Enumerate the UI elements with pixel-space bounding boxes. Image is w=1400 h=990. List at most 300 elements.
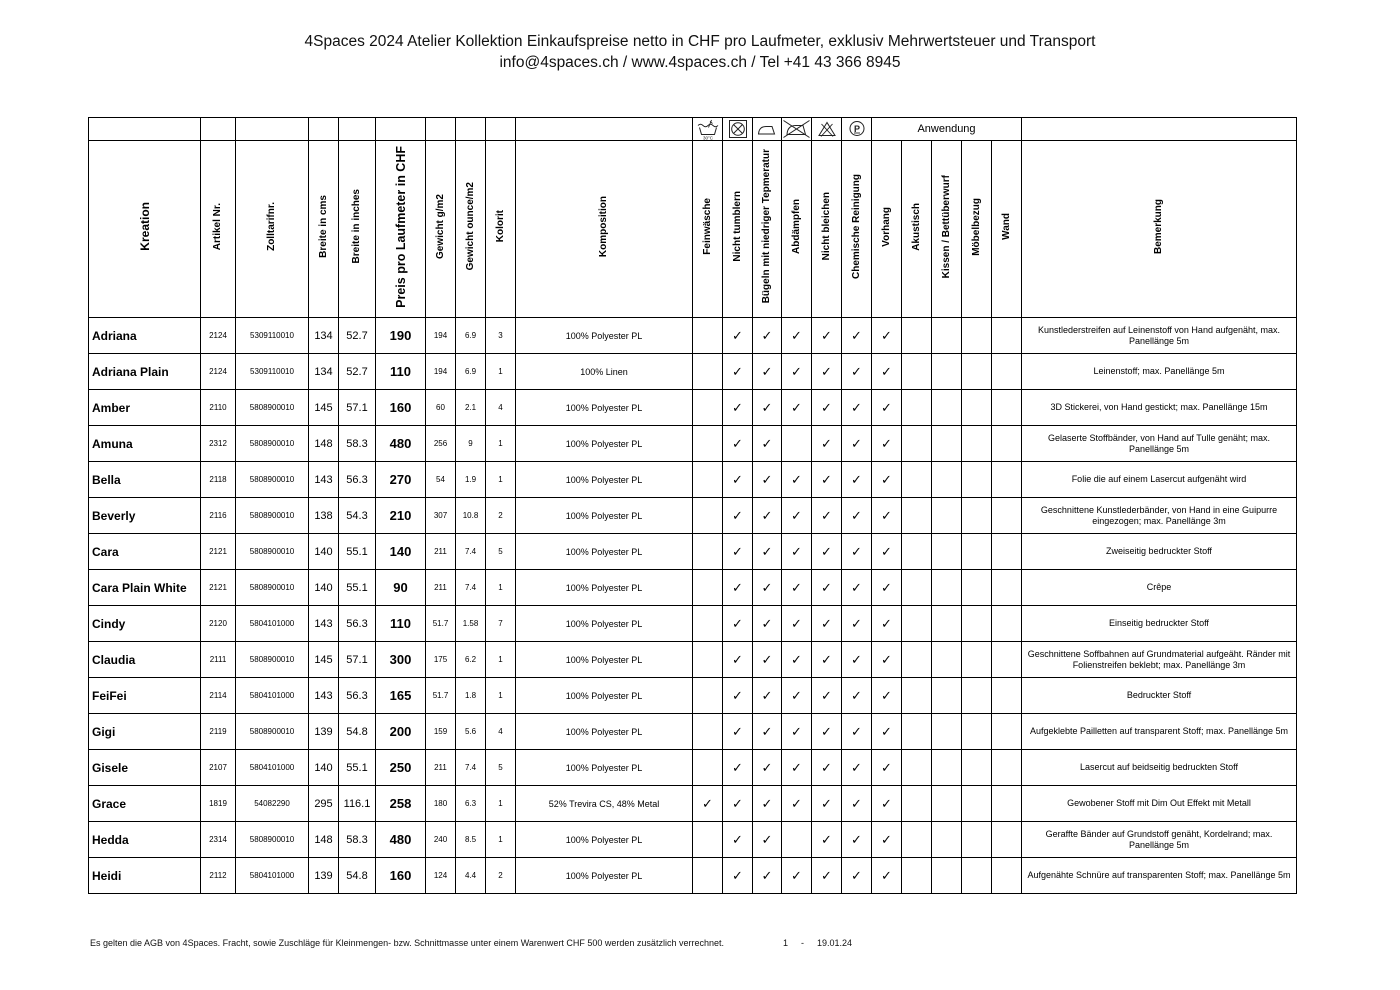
kolorit-cell: 1 xyxy=(486,678,516,714)
gewicht-g-cell: 54 xyxy=(426,462,456,498)
breite-inches-cell: 52.7 xyxy=(339,354,376,390)
kolorit-cell: 1 xyxy=(486,786,516,822)
empty-cell xyxy=(376,118,426,141)
gewicht-g-cell: 211 xyxy=(426,570,456,606)
col-header-bemerkung: Bemerkung xyxy=(1022,141,1297,318)
abdaempfen-check-cell xyxy=(782,822,812,858)
zolltarifnr-cell: 5808900010 xyxy=(236,714,309,750)
artikel-nr-cell: 2312 xyxy=(201,426,236,462)
kolorit-cell: 2 xyxy=(486,498,516,534)
col-header-preis: Preis pro Laufmeter in CHF xyxy=(376,141,426,318)
akustisch-check-cell xyxy=(902,858,932,894)
gewicht-oz-cell: 1.58 xyxy=(456,606,486,642)
feinwaesche-check-cell xyxy=(693,354,723,390)
breite-cms-cell: 134 xyxy=(309,354,339,390)
care-icon-cell xyxy=(782,118,812,141)
kreation-cell: Beverly xyxy=(89,498,201,534)
gewicht-oz-cell: 5.6 xyxy=(456,714,486,750)
gewicht-g-cell: 124 xyxy=(426,858,456,894)
akustisch-check-cell xyxy=(902,570,932,606)
chemische-reinigung-check-cell: ✓ xyxy=(842,714,872,750)
moebelbezug-check-cell xyxy=(962,678,992,714)
abdaempfen-check-cell: ✓ xyxy=(782,354,812,390)
moebelbezug-check-cell xyxy=(962,750,992,786)
feinwaesche-check-cell xyxy=(693,606,723,642)
care-icon-cell xyxy=(693,118,723,141)
kolorit-cell: 2 xyxy=(486,858,516,894)
gewicht-oz-cell: 2.1 xyxy=(456,390,486,426)
preis-cell: 480 xyxy=(376,426,426,462)
feinwaesche-check-cell: ✓ xyxy=(693,786,723,822)
breite-cms-cell: 134 xyxy=(309,318,339,354)
artikel-nr-cell: 2107 xyxy=(201,750,236,786)
table-row xyxy=(89,678,1297,714)
zolltarifnr-cell: 5808900010 xyxy=(236,426,309,462)
gewicht-oz-cell: 7.4 xyxy=(456,750,486,786)
kissen-check-cell xyxy=(932,642,962,678)
care-icon-cell xyxy=(842,118,872,141)
breite-inches-cell: 58.3 xyxy=(339,822,376,858)
nicht-bleichen-check-cell: ✓ xyxy=(812,606,842,642)
gewicht-oz-cell: 4.4 xyxy=(456,858,486,894)
gewicht-oz-cell: 10.8 xyxy=(456,498,486,534)
chemische-reinigung-check-cell: ✓ xyxy=(842,354,872,390)
akustisch-check-cell xyxy=(902,606,932,642)
nicht-tumblern-check-cell: ✓ xyxy=(723,786,753,822)
abdaempfen-check-cell xyxy=(782,426,812,462)
gewicht-g-cell: 211 xyxy=(426,750,456,786)
chemische-reinigung-check-cell: ✓ xyxy=(842,318,872,354)
preis-cell: 160 xyxy=(376,390,426,426)
kreation-cell: Gigi xyxy=(89,714,201,750)
nicht-tumblern-check-cell: ✓ xyxy=(723,642,753,678)
document-title xyxy=(0,31,1400,73)
vorhang-check-cell: ✓ xyxy=(872,858,902,894)
nicht-bleichen-check-cell: ✓ xyxy=(812,570,842,606)
breite-inches-cell: 56.3 xyxy=(339,606,376,642)
chemische-reinigung-check-cell: ✓ xyxy=(842,678,872,714)
feinwaesche-check-cell xyxy=(693,678,723,714)
kissen-check-cell xyxy=(932,786,962,822)
nicht-bleichen-check-cell: ✓ xyxy=(812,462,842,498)
gewicht-g-cell: 159 xyxy=(426,714,456,750)
column-header-row xyxy=(89,141,1297,318)
komposition-cell: 100% Polyester PL xyxy=(516,642,693,678)
table-row xyxy=(89,606,1297,642)
wand-check-cell xyxy=(992,786,1022,822)
chemische-reinigung-check-cell: ✓ xyxy=(842,390,872,426)
komposition-cell: 100% Polyester PL xyxy=(516,606,693,642)
gewicht-g-cell: 194 xyxy=(426,318,456,354)
zolltarifnr-cell: 5808900010 xyxy=(236,498,309,534)
kissen-check-cell xyxy=(932,534,962,570)
akustisch-check-cell xyxy=(902,354,932,390)
kissen-check-cell xyxy=(932,678,962,714)
nicht-tumblern-check-cell: ✓ xyxy=(723,354,753,390)
artikel-nr-cell: 2124 xyxy=(201,318,236,354)
buegeln-check-cell: ✓ xyxy=(753,354,782,390)
akustisch-check-cell xyxy=(902,318,932,354)
chemische-reinigung-check-cell: ✓ xyxy=(842,534,872,570)
artikel-nr-cell: 2121 xyxy=(201,570,236,606)
breite-inches-cell: 55.1 xyxy=(339,534,376,570)
kolorit-cell: 1 xyxy=(486,642,516,678)
moebelbezug-check-cell xyxy=(962,390,992,426)
bemerkung-cell: Zweiseitig bedruckter Stoff xyxy=(1022,534,1297,570)
preis-cell: 190 xyxy=(376,318,426,354)
feinwaesche-check-cell xyxy=(693,534,723,570)
abdaempfen-check-cell: ✓ xyxy=(782,858,812,894)
kissen-check-cell xyxy=(932,318,962,354)
chemische-reinigung-check-cell: ✓ xyxy=(842,606,872,642)
wand-check-cell xyxy=(992,570,1022,606)
moebelbezug-check-cell xyxy=(962,714,992,750)
bemerkung-cell: Bedruckter Stoff xyxy=(1022,678,1297,714)
footer-page-info xyxy=(783,938,852,948)
moebelbezug-check-cell xyxy=(962,786,992,822)
akustisch-check-cell xyxy=(902,786,932,822)
vorhang-check-cell: ✓ xyxy=(872,678,902,714)
wand-check-cell xyxy=(992,318,1022,354)
breite-inches-cell: 57.1 xyxy=(339,390,376,426)
kolorit-cell: 1 xyxy=(486,426,516,462)
bemerkung-cell: Einseitig bedruckter Stoff xyxy=(1022,606,1297,642)
chemische-reinigung-check-cell: ✓ xyxy=(842,498,872,534)
wand-check-cell xyxy=(992,498,1022,534)
nicht-tumblern-check-cell: ✓ xyxy=(723,318,753,354)
nicht-tumblern-check-cell: ✓ xyxy=(723,858,753,894)
table-row xyxy=(89,786,1297,822)
feinwaesche-check-cell xyxy=(693,822,723,858)
col-header-feinwaesche: Feinwäsche xyxy=(693,141,723,318)
page-separator: - xyxy=(801,938,805,948)
feinwaesche-check-cell xyxy=(693,390,723,426)
nicht-bleichen-check-cell: ✓ xyxy=(812,390,842,426)
artikel-nr-cell: 2116 xyxy=(201,498,236,534)
gewicht-oz-cell: 6.9 xyxy=(456,354,486,390)
kreation-cell: Cara xyxy=(89,534,201,570)
nicht-tumblern-check-cell: ✓ xyxy=(723,822,753,858)
wand-check-cell xyxy=(992,534,1022,570)
preis-cell: 258 xyxy=(376,786,426,822)
buegeln-check-cell: ✓ xyxy=(753,426,782,462)
nicht-tumblern-check-cell: ✓ xyxy=(723,750,753,786)
wand-check-cell xyxy=(992,642,1022,678)
moebelbezug-check-cell xyxy=(962,426,992,462)
preis-cell: 110 xyxy=(376,354,426,390)
kissen-check-cell xyxy=(932,426,962,462)
feinwaesche-check-cell xyxy=(693,498,723,534)
buegeln-check-cell: ✓ xyxy=(753,462,782,498)
gewicht-oz-cell: 6.9 xyxy=(456,318,486,354)
breite-cms-cell: 139 xyxy=(309,858,339,894)
abdaempfen-check-cell: ✓ xyxy=(782,498,812,534)
table-row xyxy=(89,714,1297,750)
preis-cell: 200 xyxy=(376,714,426,750)
buegeln-check-cell: ✓ xyxy=(753,390,782,426)
col-header-breite-cms: Breite in cms xyxy=(309,141,339,318)
breite-inches-cell: 54.8 xyxy=(339,714,376,750)
feinwaesche-check-cell xyxy=(693,642,723,678)
artikel-nr-cell: 2121 xyxy=(201,534,236,570)
buegeln-check-cell: ✓ xyxy=(753,786,782,822)
akustisch-check-cell xyxy=(902,714,932,750)
wand-check-cell xyxy=(992,462,1022,498)
nicht-bleichen-check-cell: ✓ xyxy=(812,426,842,462)
feinwaesche-check-cell xyxy=(693,462,723,498)
artikel-nr-cell: 1819 xyxy=(201,786,236,822)
bemerkung-cell: Geschnittene Kunstlederbänder, von Hand in eine Guipurre eingezogen; max. Panellänge 3m xyxy=(1022,498,1297,534)
komposition-cell: 100% Polyester PL xyxy=(516,858,693,894)
kreation-cell: FeiFei xyxy=(89,678,201,714)
bemerkung-cell: Leinenstoff; max. Panellänge 5m xyxy=(1022,354,1297,390)
kreation-cell: Bella xyxy=(89,462,201,498)
kolorit-cell: 1 xyxy=(486,822,516,858)
moebelbezug-check-cell xyxy=(962,570,992,606)
akustisch-check-cell xyxy=(902,822,932,858)
gewicht-oz-cell: 6.3 xyxy=(456,786,486,822)
zolltarifnr-cell: 5808900010 xyxy=(236,390,309,426)
table-row xyxy=(89,390,1297,426)
feinwaesche-check-cell xyxy=(693,750,723,786)
empty-cell xyxy=(201,118,236,141)
vorhang-check-cell: ✓ xyxy=(872,714,902,750)
wand-check-cell xyxy=(992,822,1022,858)
abdaempfen-check-cell: ✓ xyxy=(782,318,812,354)
moebelbezug-check-cell xyxy=(962,354,992,390)
table-row xyxy=(89,534,1297,570)
bemerkung-cell: Kunstlederstreifen auf Leinenstoff von Hand aufgenäht, max. Panellänge 5m xyxy=(1022,318,1297,354)
abdaempfen-check-cell: ✓ xyxy=(782,750,812,786)
akustisch-check-cell xyxy=(902,390,932,426)
kolorit-cell: 3 xyxy=(486,318,516,354)
col-header-kolorit: Kolorit xyxy=(486,141,516,318)
nicht-bleichen-check-cell: ✓ xyxy=(812,678,842,714)
artikel-nr-cell: 2114 xyxy=(201,678,236,714)
gewicht-g-cell: 194 xyxy=(426,354,456,390)
breite-cms-cell: 138 xyxy=(309,498,339,534)
zolltarifnr-cell: 5804101000 xyxy=(236,606,309,642)
gewicht-oz-cell: 9 xyxy=(456,426,486,462)
breite-inches-cell: 55.1 xyxy=(339,570,376,606)
breite-inches-cell: 55.1 xyxy=(339,750,376,786)
abdaempfen-check-cell: ✓ xyxy=(782,534,812,570)
col-header-abdaempfen: Abdämpfen xyxy=(782,141,812,318)
page-number: 1 xyxy=(783,938,789,948)
breite-inches-cell: 58.3 xyxy=(339,426,376,462)
abdaempfen-check-cell: ✓ xyxy=(782,678,812,714)
abdaempfen-check-cell: ✓ xyxy=(782,642,812,678)
breite-cms-cell: 145 xyxy=(309,390,339,426)
kolorit-cell: 5 xyxy=(486,750,516,786)
col-header-kreation: Kreation xyxy=(89,141,201,318)
breite-cms-cell: 143 xyxy=(309,462,339,498)
gewicht-oz-cell: 6.2 xyxy=(456,642,486,678)
care-icon-cell xyxy=(812,118,842,141)
wand-check-cell xyxy=(992,678,1022,714)
artikel-nr-cell: 2110 xyxy=(201,390,236,426)
zolltarifnr-cell: 5808900010 xyxy=(236,462,309,498)
col-header-zolltarif: Zolltarifnr. xyxy=(236,141,309,318)
gewicht-g-cell: 51.7 xyxy=(426,606,456,642)
wand-check-cell xyxy=(992,390,1022,426)
zolltarifnr-cell: 54082290 xyxy=(236,786,309,822)
kissen-check-cell xyxy=(932,462,962,498)
artikel-nr-cell: 2120 xyxy=(201,606,236,642)
nicht-tumblern-check-cell: ✓ xyxy=(723,462,753,498)
kolorit-cell: 4 xyxy=(486,714,516,750)
preis-cell: 110 xyxy=(376,606,426,642)
table-body xyxy=(89,318,1297,894)
nicht-bleichen-check-cell: ✓ xyxy=(812,858,842,894)
table-row xyxy=(89,570,1297,606)
chemische-reinigung-check-cell: ✓ xyxy=(842,570,872,606)
zolltarifnr-cell: 5808900010 xyxy=(236,534,309,570)
bemerkung-cell: Aufgenähte Schnüre auf transparenten Stoff; max. Panellänge 5m xyxy=(1022,858,1297,894)
title-line-1: 4Spaces 2024 Atelier Kollektion Einkaufspreise netto in CHF pro Laufmeter, exklusiv Mehrwertsteuer und Transport xyxy=(304,33,1096,50)
do-not-tumble-dry-icon xyxy=(728,119,748,139)
abdaempfen-check-cell: ✓ xyxy=(782,390,812,426)
komposition-cell: 100% Polyester PL xyxy=(516,714,693,750)
wand-check-cell xyxy=(992,750,1022,786)
vorhang-check-cell: ✓ xyxy=(872,750,902,786)
kreation-cell: Hedda xyxy=(89,822,201,858)
zolltarifnr-cell: 5804101000 xyxy=(236,858,309,894)
kolorit-cell: 1 xyxy=(486,462,516,498)
col-header-akustisch: Akustisch xyxy=(902,141,932,318)
kolorit-cell: 1 xyxy=(486,570,516,606)
empty-cell xyxy=(426,118,456,141)
crossed-iron-icon xyxy=(782,119,811,139)
breite-cms-cell: 143 xyxy=(309,606,339,642)
kreation-cell: Adriana Plain xyxy=(89,354,201,390)
gewicht-g-cell: 211 xyxy=(426,534,456,570)
breite-cms-cell: 143 xyxy=(309,678,339,714)
bemerkung-cell: Geschnittene Soffbahnen auf Grundmaterial aufgeäht. Ränder mit Folienstreifen beklebt; max. Panellänge 3m xyxy=(1022,642,1297,678)
table-row xyxy=(89,822,1297,858)
preis-cell: 270 xyxy=(376,462,426,498)
vorhang-check-cell: ✓ xyxy=(872,534,902,570)
komposition-cell: 52% Trevira CS, 48% Metal xyxy=(516,786,693,822)
komposition-cell: 100% Polyester PL xyxy=(516,498,693,534)
breite-cms-cell: 140 xyxy=(309,534,339,570)
vorhang-check-cell: ✓ xyxy=(872,822,902,858)
zolltarifnr-cell: 5808900010 xyxy=(236,822,309,858)
nicht-tumblern-check-cell: ✓ xyxy=(723,714,753,750)
abdaempfen-check-cell: ✓ xyxy=(782,714,812,750)
breite-inches-cell: 54.3 xyxy=(339,498,376,534)
wand-check-cell xyxy=(992,354,1022,390)
vorhang-check-cell: ✓ xyxy=(872,786,902,822)
col-header-kissen-bettueberwurf: Kissen / Bettüberwurf xyxy=(932,141,962,318)
gewicht-g-cell: 175 xyxy=(426,642,456,678)
kolorit-cell: 4 xyxy=(486,390,516,426)
dry-clean-p-icon xyxy=(848,120,866,139)
col-header-vorhang: Vorhang xyxy=(872,141,902,318)
nicht-bleichen-check-cell: ✓ xyxy=(812,750,842,786)
buegeln-check-cell: ✓ xyxy=(753,606,782,642)
gewicht-oz-cell: 8.5 xyxy=(456,822,486,858)
vorhang-check-cell: ✓ xyxy=(872,390,902,426)
artikel-nr-cell: 2111 xyxy=(201,642,236,678)
akustisch-check-cell xyxy=(902,750,932,786)
buegeln-check-cell: ✓ xyxy=(753,642,782,678)
moebelbezug-check-cell xyxy=(962,858,992,894)
nicht-tumblern-check-cell: ✓ xyxy=(723,570,753,606)
kolorit-cell: 7 xyxy=(486,606,516,642)
zolltarifnr-cell: 5309110010 xyxy=(236,354,309,390)
breite-cms-cell: 295 xyxy=(309,786,339,822)
title-line-2: info@4spaces.ch / www.4spaces.ch / Tel +41 43 366 8945 xyxy=(499,54,901,71)
col-header-nicht-tumblern: Nicht tumblern xyxy=(723,141,753,318)
anwendung-group-header: Anwendung xyxy=(872,118,1022,141)
preis-cell: 300 xyxy=(376,642,426,678)
gewicht-g-cell: 51.7 xyxy=(426,678,456,714)
chemische-reinigung-check-cell: ✓ xyxy=(842,750,872,786)
kissen-check-cell xyxy=(932,822,962,858)
care-symbol-row xyxy=(89,118,1297,141)
col-header-moebelbezug: Möbelbezug xyxy=(962,141,992,318)
komposition-cell: 100% Linen xyxy=(516,354,693,390)
wand-check-cell xyxy=(992,714,1022,750)
buegeln-check-cell: ✓ xyxy=(753,678,782,714)
feinwaesche-check-cell xyxy=(693,426,723,462)
gewicht-g-cell: 256 xyxy=(426,426,456,462)
akustisch-check-cell xyxy=(902,426,932,462)
bemerkung-cell: Folie die auf einem Lasercut aufgenäht wird xyxy=(1022,462,1297,498)
buegeln-check-cell: ✓ xyxy=(753,750,782,786)
artikel-nr-cell: 2314 xyxy=(201,822,236,858)
do-not-bleach-icon xyxy=(817,120,837,138)
breite-cms-cell: 140 xyxy=(309,570,339,606)
kreation-cell: Cindy xyxy=(89,606,201,642)
abdaempfen-check-cell: ✓ xyxy=(782,462,812,498)
gewicht-g-cell: 307 xyxy=(426,498,456,534)
preis-cell: 210 xyxy=(376,498,426,534)
moebelbezug-check-cell xyxy=(962,462,992,498)
table-row xyxy=(89,498,1297,534)
akustisch-check-cell xyxy=(902,642,932,678)
svg-text:P: P xyxy=(853,123,860,134)
table-row xyxy=(89,354,1297,390)
kissen-check-cell xyxy=(932,390,962,426)
empty-cell xyxy=(456,118,486,141)
kissen-check-cell xyxy=(932,714,962,750)
komposition-cell: 100% Polyester PL xyxy=(516,462,693,498)
zolltarifnr-cell: 5309110010 xyxy=(236,318,309,354)
nicht-bleichen-check-cell: ✓ xyxy=(812,822,842,858)
breite-inches-cell: 54.8 xyxy=(339,858,376,894)
nicht-bleichen-check-cell: ✓ xyxy=(812,354,842,390)
col-header-chemische-reinigung: Chemische Reinigung xyxy=(842,141,872,318)
moebelbezug-check-cell xyxy=(962,498,992,534)
bemerkung-cell: Crêpe xyxy=(1022,570,1297,606)
col-header-wand: Wand xyxy=(992,141,1022,318)
empty-cell xyxy=(339,118,376,141)
preis-cell: 160 xyxy=(376,858,426,894)
breite-cms-cell: 148 xyxy=(309,822,339,858)
kissen-check-cell xyxy=(932,858,962,894)
kolorit-cell: 5 xyxy=(486,534,516,570)
care-icon-cell xyxy=(753,118,782,141)
zolltarifnr-cell: 5804101000 xyxy=(236,678,309,714)
zolltarifnr-cell: 5808900010 xyxy=(236,642,309,678)
moebelbezug-check-cell xyxy=(962,534,992,570)
abdaempfen-check-cell: ✓ xyxy=(782,786,812,822)
komposition-cell: 100% Polyester PL xyxy=(516,318,693,354)
table-row xyxy=(89,318,1297,354)
buegeln-check-cell: ✓ xyxy=(753,714,782,750)
